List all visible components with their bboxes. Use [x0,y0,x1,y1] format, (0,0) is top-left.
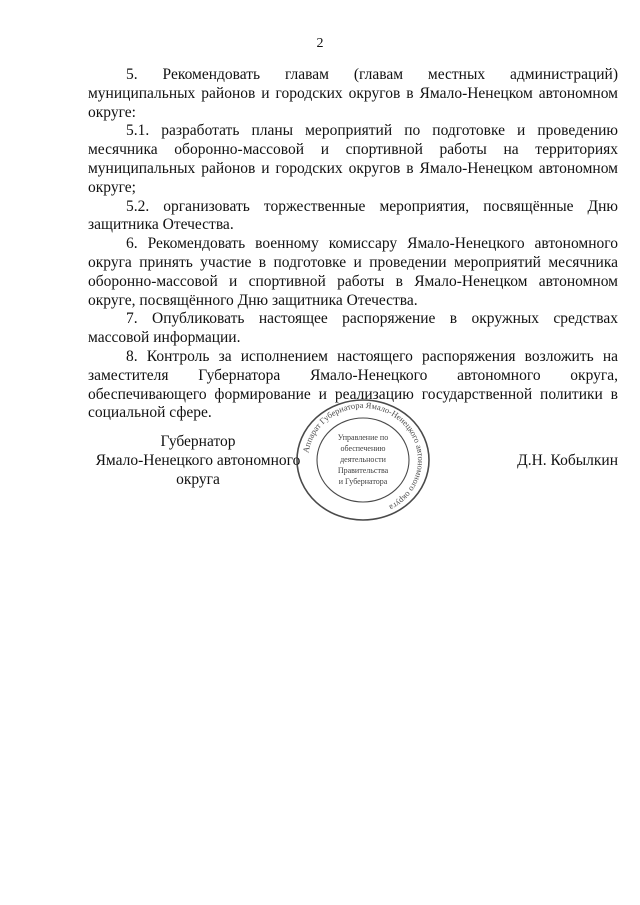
signatory-name: Д.Н. Кобылкин [517,452,618,469]
page-number: 2 [316,36,324,51]
stamp-line-2: обеспечению [340,444,386,453]
signatory-title [88,432,308,489]
stamp-line-1: Управление по [337,433,389,442]
signatory-title-line2: Ямало-Ненецкого автономного округа [95,452,301,488]
paragraph-7: 7. Опубликовать настоящее распоряжение в окружных средствах массовой информации. [88,310,618,347]
stamp-line-3: деятельности [340,455,386,464]
stamp-line-4: Правительства [337,466,389,475]
official-stamp [293,398,433,522]
document-body [88,66,618,423]
signatory-title-line1: Губернатор [160,433,236,450]
paragraph-5: 5. Рекомендовать главам (главам местных администраций) муниципальных районов и городских округов в Ямало-Ненецком автономном округе: [88,66,618,121]
paragraph-6: 6. Рекомендовать военному комиссару Ямало-Ненецкого автономного округа принять участие в подготовке и проведении мероприятий месячника оборонно-массовой и спортивной работы в Ямало-Ненецком автономном округе, посвящённого Дню защитника Отечества. [88,235,618,309]
paragraph-8: 8. Контроль за исполнением настоящего распоряжения возложить на заместителя Губернатора Ямало-Ненецкого автономного округа, обеспечивающего формирование и реализацию государственной политики в социальной сфере. [88,347,618,422]
stamp-ring-text: Аппарат Губернатора Ямало-Ненецкого автономного округа [300,399,427,514]
stamp-line-5: и Губернатора [338,477,388,486]
paragraph-5-1: 5.1. разработать планы мероприятий по подготовке и проведению месячника оборонно-массовой и спортивной работы на территориях муниципальных районов и городских округов в Ямало-Ненецком автономном округе; [88,122,618,196]
paragraph-5-2: 5.2. организовать торжественные мероприятия, посвящённые Дню защитника Отечества. [88,197,618,234]
